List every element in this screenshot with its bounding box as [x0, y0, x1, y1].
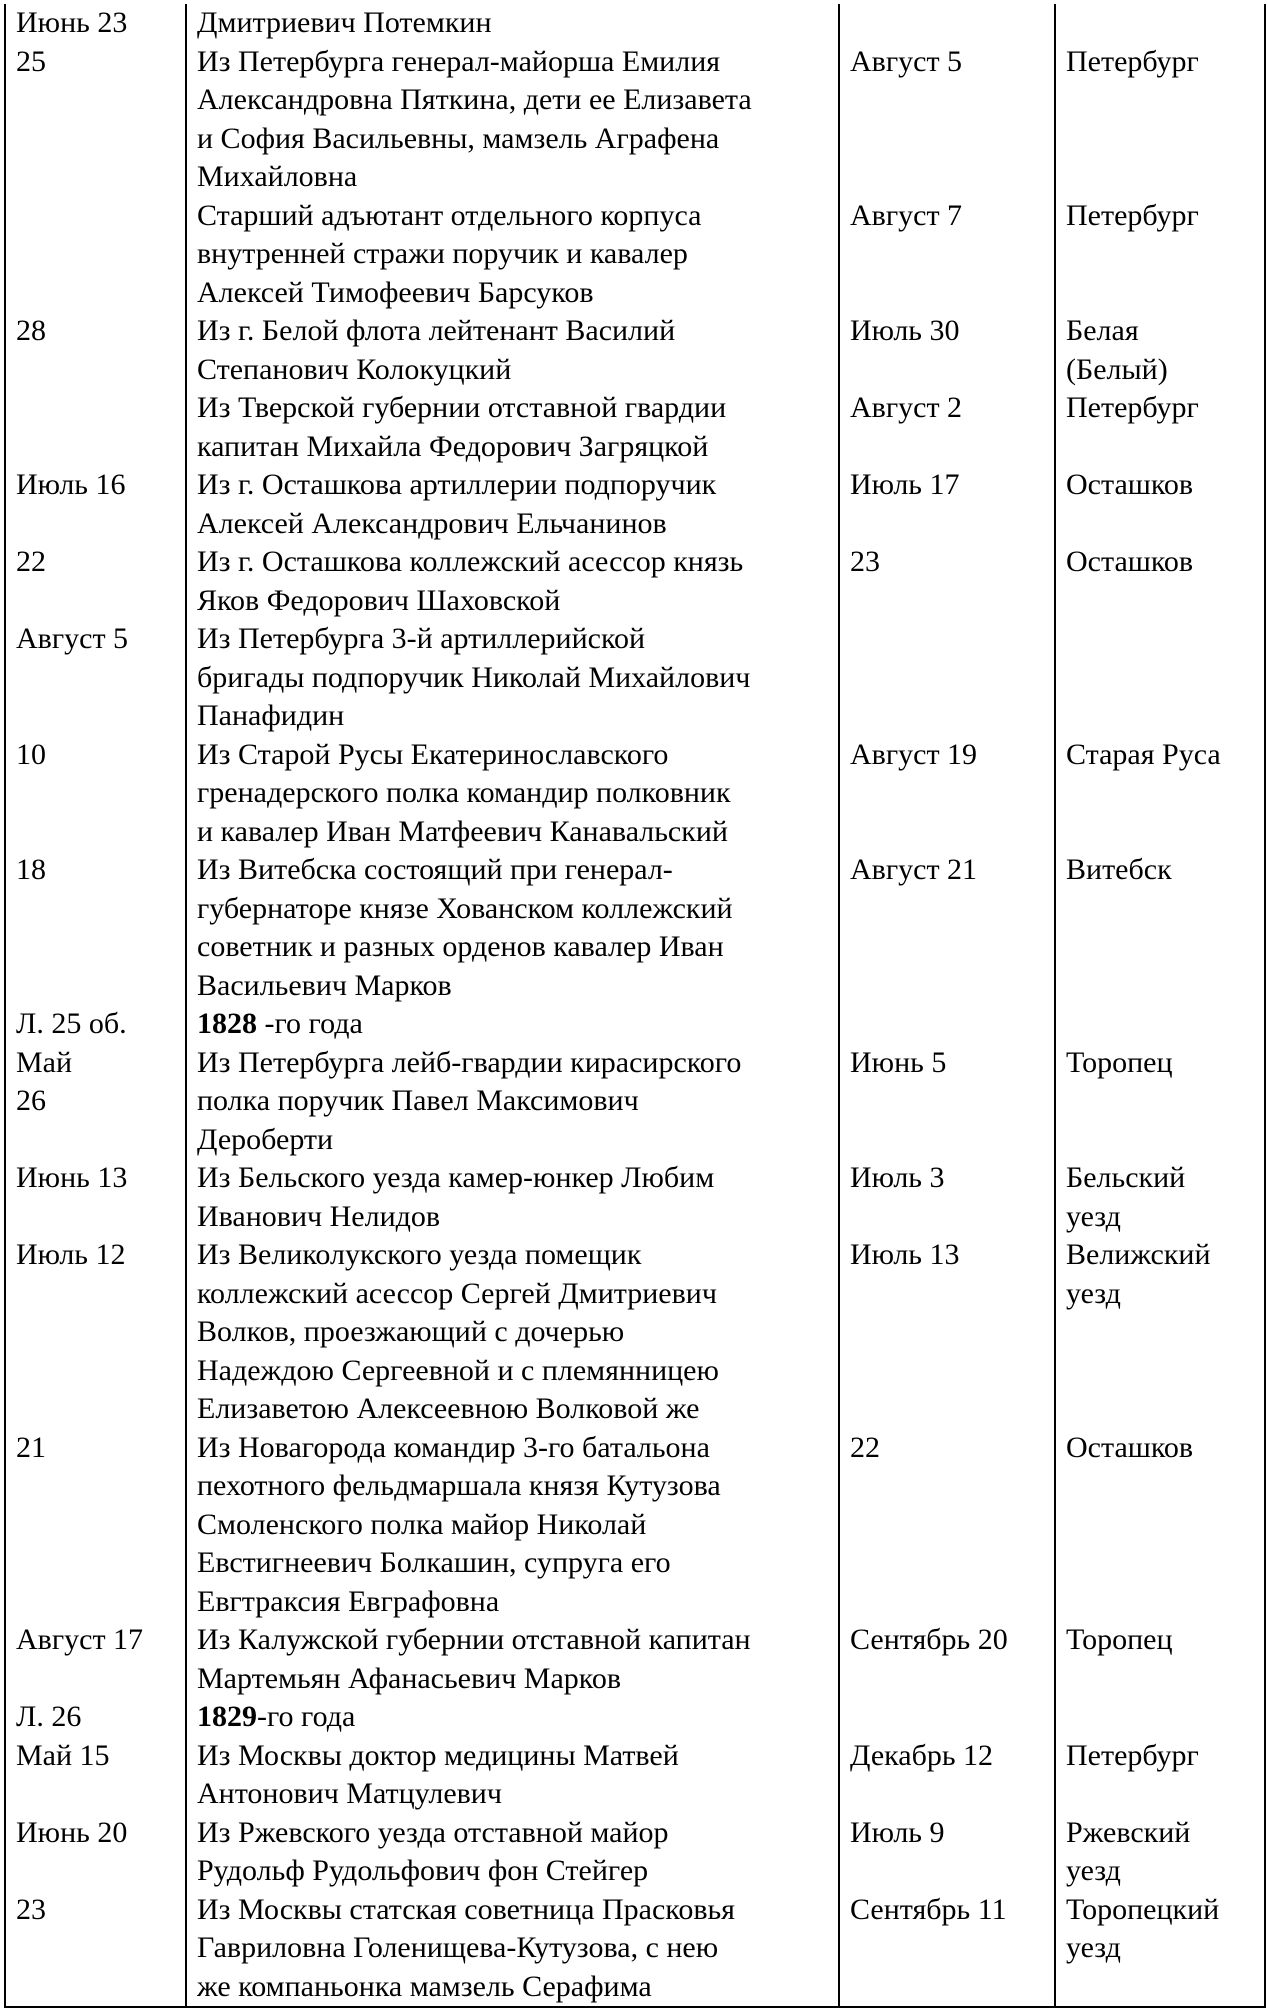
- departure-date-cell: [839, 1159, 1055, 1236]
- register-body: [5, 4, 1265, 2007]
- destination-cell: [1055, 851, 1265, 1005]
- departure-date-cell: [839, 851, 1055, 1005]
- traveler-description-cell-line: Из г. Осташкова коллежский асессор князь: [197, 545, 744, 578]
- traveler-description-cell: [186, 1814, 839, 1891]
- traveler-description-cell: [186, 1159, 839, 1236]
- departure-date-cell: [839, 312, 1055, 389]
- destination-cell: [1055, 1044, 1265, 1160]
- traveler-description-cell: [186, 1891, 839, 2008]
- table-row: [5, 1044, 1265, 1160]
- departure-date-cell: [839, 4, 1055, 43]
- departure-date-cell-line: Июль 17: [850, 468, 960, 501]
- traveler-description-cell-line: Из Старой Русы Екатеринославского: [197, 737, 669, 771]
- traveler-description-cell-line: бригады подпоручик Николай Михайлович: [197, 660, 751, 694]
- traveler-description-cell-line: же компаньонка мамзель Серафима: [197, 1969, 652, 2003]
- arrival-date-cell: [5, 1005, 186, 1044]
- departure-date-cell-line: Сентябрь 11: [850, 1892, 1007, 1926]
- traveler-description-cell-line: полка поручик Павел Максимович: [197, 1084, 639, 1117]
- traveler-description-cell: [186, 1737, 839, 1814]
- destination-cell: [1055, 1814, 1265, 1891]
- traveler-description-cell: [186, 43, 839, 197]
- destination-cell: [1055, 736, 1265, 852]
- arrival-date-cell-line: Май: [16, 1045, 73, 1079]
- traveler-description-cell-line: Евгтраксия Евграфовна: [197, 1584, 500, 1618]
- departure-date-cell-line: Июль 30: [850, 314, 960, 347]
- traveler-description-cell-line: Дероберти: [197, 1122, 334, 1156]
- arrival-date-cell-line: 10: [16, 737, 46, 771]
- destination-cell: [1055, 1621, 1265, 1698]
- traveler-description-cell: [186, 389, 839, 466]
- arrival-date-cell: [5, 620, 186, 736]
- destination-cell-line: Петербург: [1066, 1738, 1199, 1772]
- departure-date-cell-line: Июль 13: [850, 1238, 960, 1271]
- arrival-date-cell-line: 28: [16, 314, 46, 347]
- traveler-description-cell-line: Волков, проезжающий с дочерью: [197, 1315, 625, 1348]
- traveler-description-cell: [186, 4, 839, 43]
- arrival-date-cell-line: Июнь 20: [16, 1815, 128, 1849]
- year-suffix: -го года: [257, 1700, 356, 1733]
- destination-cell: [1055, 1891, 1265, 2008]
- traveler-description-cell: [186, 736, 839, 852]
- departure-date-cell: [839, 543, 1055, 620]
- arrival-date-cell: [5, 466, 186, 543]
- traveler-description-cell: [186, 1621, 839, 1698]
- departure-date-cell: [839, 1698, 1055, 1737]
- traveler-description-cell-line: Из Новагорода командир 3-го батальона: [197, 1430, 710, 1464]
- destination-cell: [1055, 197, 1265, 313]
- traveler-description-cell-line: Антонович Матцулевич: [197, 1777, 502, 1810]
- traveler-description-cell-line: Александровна Пяткина, дети ее Елизавета: [197, 83, 752, 116]
- departure-date-cell: [839, 1621, 1055, 1698]
- traveler-description-cell-line: Из Витебска состоящий при генерал-: [197, 853, 673, 886]
- traveler-description-cell-line: Из г. Белой флота лейтенант Василий: [197, 314, 676, 347]
- traveler-description-cell-line: советник и разных орденов кавалер Иван: [197, 930, 724, 963]
- arrival-date-cell: [5, 1044, 186, 1160]
- destination-cell: [1055, 389, 1265, 466]
- departure-date-cell: [839, 1429, 1055, 1622]
- traveler-description-cell-line: Евстигнеевич Болкашин, супруга его: [197, 1546, 671, 1579]
- traveler-description-cell-line: Старший адъютант отдельного корпуса: [197, 198, 702, 232]
- destination-cell-line: Витебск: [1066, 853, 1172, 886]
- arrival-date-cell: [5, 389, 186, 466]
- traveler-description-cell-line: Из Москвы статская советница Прасковья: [197, 1892, 735, 1926]
- traveler-description-cell: [186, 312, 839, 389]
- table-row: [5, 851, 1265, 1005]
- traveler-description-cell-line: Из Калужской губернии отставной капитан: [197, 1623, 751, 1656]
- departure-date-cell-line: Июль 9: [850, 1815, 945, 1849]
- destination-cell-line: уезд: [1066, 1276, 1121, 1310]
- destination-cell: [1055, 620, 1265, 736]
- traveler-description-cell-line: Рудольф Рудольфович фон Стейгер: [197, 1854, 649, 1887]
- traveler-description-cell-line: внутренней стражи поручик и кавалер: [197, 237, 688, 270]
- arrival-date-cell-line: Июль 12: [16, 1238, 126, 1271]
- destination-cell: [1055, 1698, 1265, 1737]
- traveler-description-cell-line: Из Тверской губернии отставной гвардии: [197, 391, 727, 424]
- traveler-description-cell-line: Панафидин: [197, 699, 345, 732]
- table-row: [5, 1159, 1265, 1236]
- arrival-date-cell-line: 26: [16, 1084, 46, 1117]
- table-row: [5, 543, 1265, 620]
- table-row: [5, 1621, 1265, 1698]
- destination-cell: [1055, 312, 1265, 389]
- traveler-description-cell: [186, 466, 839, 543]
- destination-cell-line: (Белый): [1066, 352, 1168, 386]
- departure-date-cell-line: Декабрь 12: [850, 1738, 994, 1772]
- traveler-description-cell-line: губернаторе князе Хованском коллежский: [197, 891, 733, 925]
- table-row: [5, 736, 1265, 852]
- table-row: [5, 466, 1265, 543]
- destination-cell-line: Торопецкий: [1066, 1892, 1220, 1926]
- departure-date-cell-line: Сентябрь 20: [850, 1623, 1008, 1656]
- destination-cell-line: Велижский: [1066, 1238, 1211, 1271]
- table-row: [5, 1005, 1265, 1044]
- traveler-description-cell-line: капитан Михайла Федорович Загряцкой: [197, 429, 709, 463]
- destination-cell: [1055, 1005, 1265, 1044]
- arrival-date-cell: [5, 1891, 186, 2008]
- destination-cell-line: уезд: [1066, 1199, 1121, 1233]
- departure-date-cell: [839, 197, 1055, 313]
- arrival-date-cell-line: Май 15: [16, 1738, 110, 1772]
- traveler-description-cell-line: пехотного фельдмаршала князя Кутузова: [197, 1469, 721, 1502]
- arrival-date-cell-line: Август 5: [16, 622, 129, 655]
- departure-date-cell: [839, 620, 1055, 736]
- traveler-description-cell: [186, 197, 839, 313]
- destination-cell-line: уезд: [1066, 1854, 1121, 1887]
- departure-date-cell-line: Август 2: [850, 391, 963, 424]
- destination-cell: [1055, 1737, 1265, 1814]
- destination-cell-line: Белая: [1066, 314, 1139, 347]
- arrival-date-cell: [5, 43, 186, 197]
- table-row: [5, 389, 1265, 466]
- arrival-date-cell-line: Август 17: [16, 1623, 144, 1656]
- traveler-description-cell-line: Алексей Александрович Ельчанинов: [197, 506, 667, 540]
- departure-date-cell: [839, 1044, 1055, 1160]
- destination-cell-line: Петербург: [1066, 44, 1199, 78]
- destination-cell-line: Старая Руса: [1066, 737, 1221, 771]
- table-row: [5, 1698, 1265, 1737]
- table-row: [5, 1737, 1265, 1814]
- arrival-date-cell-line: Июнь 23: [16, 6, 128, 39]
- destination-cell-line: Торопец: [1066, 1623, 1173, 1656]
- table-row: [5, 1891, 1265, 2008]
- destination-cell-line: Петербург: [1066, 391, 1199, 424]
- year-suffix: -го года: [257, 1007, 363, 1040]
- destination-cell-line: Осташков: [1066, 468, 1194, 501]
- traveler-description-cell-line: Из Петербурга генерал-майорша Емилия: [197, 44, 721, 78]
- arrival-date-cell: [5, 1737, 186, 1814]
- traveler-description-cell-line: Из Петербурга лейб-гвардии кирасирского: [197, 1045, 742, 1079]
- departure-date-cell-line: Июнь 5: [850, 1045, 947, 1079]
- traveler-description-cell-line: Гавриловна Голенищева-Кутузова, с нею: [197, 1931, 719, 1964]
- traveler-description-cell-line: и София Васильевны, мамзель Аграфена: [197, 121, 720, 155]
- destination-cell: [1055, 4, 1265, 43]
- destination-cell-line: уезд: [1066, 1931, 1121, 1964]
- traveler-description-cell-line: Елизаветою Алексеевною Волковой же: [197, 1392, 700, 1425]
- arrival-date-cell-line: 22: [16, 545, 46, 578]
- traveler-description-cell: [186, 1236, 839, 1429]
- traveler-description-cell-line: Из Великолукского уезда помещик: [197, 1238, 642, 1271]
- year-heading: [197, 1698, 828, 1737]
- year-heading: [197, 1005, 828, 1044]
- traveler-description-cell-line: гренадерского полка командир полковник: [197, 776, 731, 809]
- arrival-date-cell-line: 18: [16, 853, 46, 886]
- table-row: [5, 4, 1265, 43]
- destination-cell: [1055, 466, 1265, 543]
- table-row: [5, 620, 1265, 736]
- traveler-description-cell-line: Смоленского полка майор Николай: [197, 1507, 647, 1541]
- traveler-description-cell-line: и кавалер Иван Матфеевич Канавальский: [197, 814, 728, 848]
- traveler-description-cell: [186, 1005, 839, 1044]
- traveler-description-cell-line: Алексей Тимофеевич Барсуков: [197, 275, 594, 309]
- departure-date-cell: [839, 1891, 1055, 2008]
- traveler-description-cell: [186, 1698, 839, 1737]
- departure-date-cell: [839, 43, 1055, 197]
- arrival-date-cell: [5, 1698, 186, 1737]
- traveler-description-cell-line: Васильевич Марков: [197, 968, 452, 1002]
- traveler-description-cell-line: Из Москвы доктор медицины Матвей: [197, 1738, 679, 1772]
- arrival-date-cell-line: Июль 16: [16, 468, 126, 501]
- destination-cell-line: Осташков: [1066, 545, 1194, 578]
- year-number: 1829: [197, 1700, 257, 1733]
- traveler-description-cell: [186, 851, 839, 1005]
- departure-date-cell: [839, 736, 1055, 852]
- arrival-date-cell: [5, 1429, 186, 1622]
- destination-cell-line: Торопец: [1066, 1045, 1173, 1079]
- traveler-description-cell-line: Надеждою Сергеевной и с племянницею: [197, 1353, 719, 1387]
- arrival-date-cell-line: 25: [16, 44, 46, 78]
- traveler-description-cell: [186, 1044, 839, 1160]
- table-row: [5, 1814, 1265, 1891]
- arrival-date-cell: [5, 4, 186, 43]
- departure-date-cell: [839, 1005, 1055, 1044]
- traveler-description-cell: [186, 1429, 839, 1622]
- destination-cell: [1055, 1236, 1265, 1429]
- destination-cell: [1055, 543, 1265, 620]
- arrival-date-cell: [5, 1159, 186, 1236]
- traveler-description-cell-line: Дмитриевич Потемкин: [197, 6, 492, 39]
- arrival-date-cell: [5, 1621, 186, 1698]
- destination-cell: [1055, 1159, 1265, 1236]
- departure-date-cell: [839, 1236, 1055, 1429]
- arrival-date-cell: [5, 543, 186, 620]
- table-row: [5, 197, 1265, 313]
- destination-cell-line: Бельский: [1066, 1161, 1186, 1194]
- departure-date-cell-line: Август 5: [850, 44, 963, 78]
- traveler-description-cell-line: Из Петербурга 3-й артиллерийской: [197, 622, 646, 655]
- traveler-description-cell-line: Из Бельского уезда камер-юнкер Любим: [197, 1161, 715, 1194]
- traveler-description-cell-line: Мартемьян Афанасьевич Марков: [197, 1661, 622, 1695]
- traveler-description-cell-line: Из г. Осташкова артиллерии подпоручик: [197, 468, 717, 501]
- arrival-date-cell-line: Июнь 13: [16, 1161, 128, 1194]
- arrivals-register-table: [4, 4, 1266, 2008]
- departure-date-cell-line: Август 7: [850, 198, 963, 232]
- departure-date-cell-line: 22: [850, 1430, 880, 1464]
- traveler-description-cell-line: коллежский асессор Сергей Дмитриевич: [197, 1276, 717, 1310]
- arrival-date-cell: [5, 851, 186, 1005]
- table-row: [5, 312, 1265, 389]
- traveler-description-cell: [186, 543, 839, 620]
- arrival-date-cell-line: 21: [16, 1430, 46, 1464]
- departure-date-cell-line: 23: [850, 545, 880, 578]
- arrival-date-cell-line: Л. 26: [16, 1700, 82, 1733]
- departure-date-cell: [839, 1737, 1055, 1814]
- arrival-date-cell: [5, 736, 186, 852]
- arrival-date-cell: [5, 1814, 186, 1891]
- destination-cell: [1055, 1429, 1265, 1622]
- destination-cell-line: Осташков: [1066, 1430, 1194, 1464]
- departure-date-cell-line: Август 21: [850, 853, 978, 886]
- table-row: [5, 43, 1265, 197]
- traveler-description-cell-line: Иванович Нелидов: [197, 1199, 441, 1233]
- table-row: [5, 1236, 1265, 1429]
- traveler-description-cell-line: Михайловна: [197, 160, 358, 193]
- departure-date-cell: [839, 1814, 1055, 1891]
- traveler-description-cell-line: Яков Федорович Шаховской: [197, 583, 561, 617]
- destination-cell-line: Петербург: [1066, 198, 1199, 232]
- departure-date-cell: [839, 389, 1055, 466]
- traveler-description-cell-line: Из Ржевского уезда отставной майор: [197, 1815, 669, 1849]
- departure-date-cell-line: Июль 3: [850, 1161, 945, 1194]
- traveler-description-cell-line: Степанович Колокуцкий: [197, 352, 512, 386]
- departure-date-cell: [839, 466, 1055, 543]
- table-row: [5, 1429, 1265, 1622]
- arrival-date-cell: [5, 197, 186, 313]
- arrival-date-cell: [5, 312, 186, 389]
- arrival-date-cell-line: Л. 25 об.: [16, 1007, 127, 1040]
- traveler-description-cell: [186, 620, 839, 736]
- destination-cell: [1055, 43, 1265, 197]
- departure-date-cell-line: Август 19: [850, 737, 978, 771]
- arrival-date-cell-line: 23: [16, 1892, 46, 1926]
- year-number: 1828: [197, 1007, 257, 1040]
- destination-cell-line: Ржевский: [1066, 1815, 1191, 1849]
- arrival-date-cell: [5, 1236, 186, 1429]
